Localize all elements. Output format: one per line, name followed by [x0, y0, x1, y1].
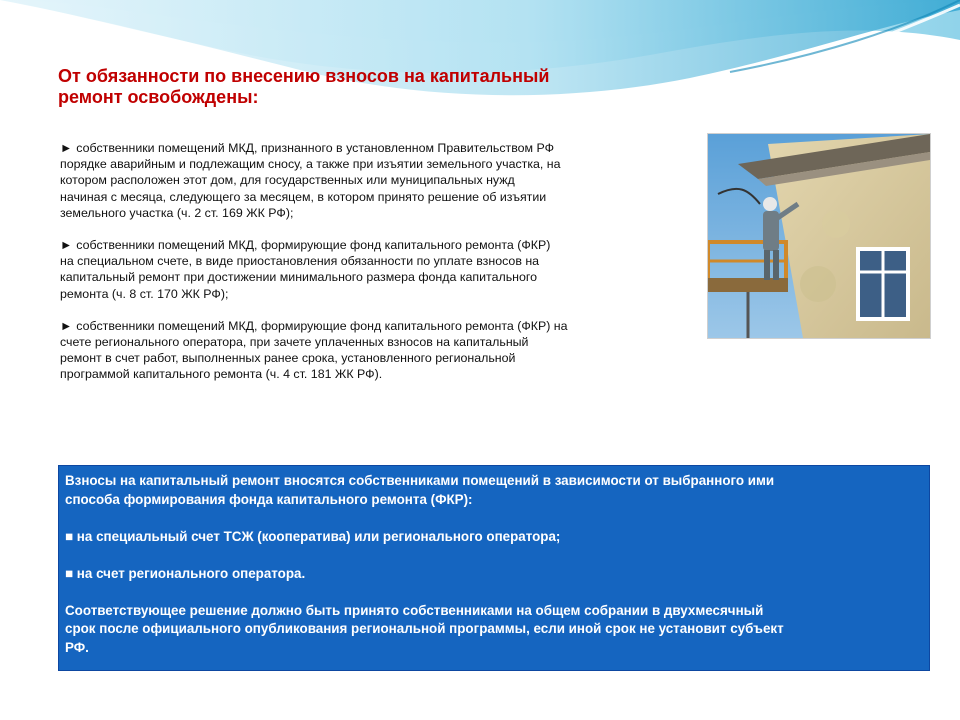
exemption-item — [60, 140, 680, 221]
info-option-regional-operator: ■ на счет регионального оператора. — [65, 565, 306, 581]
exemption-text: собственники помещений МКД, формирующие фонд капитального ремонта (ФКР) на специальном счете, в виде приостановления обязанности по уплате взносов на капитальный ремонт при достижении минимального размера фонда капитального ремонта (ч. 8 ст. 170 ЖК РФ); — [60, 238, 551, 301]
bullet-arrow-icon: ► — [60, 238, 73, 253]
exemption-text: собственники помещений МКД, формирующие фонд капитального ремонта (ФКР) на счете регионального оператора, при зачете уплаченных взносов на капитальный ремонт в счет работ, выполненных ранее срока, установленного региональной программой капитального ремонта (ч. 4 ст. 181 ЖК РФ). — [60, 318, 568, 382]
building-repair-photo — [707, 133, 931, 339]
bullet-arrow-icon: ► — [60, 141, 73, 155]
exemption-item — [60, 237, 680, 302]
info-option-special-account: ■ на специальный счет ТСЖ (кооператива) или регионального оператора; — [65, 528, 561, 544]
page-title: От обязанности по внесению взносов на капитальный ремонт освобождены: — [58, 66, 550, 107]
contributions-info-box — [58, 465, 930, 671]
bullet-arrow-icon: ► — [60, 318, 73, 333]
exemption-item — [60, 318, 680, 383]
info-intro: Взносы на капитальный ремонт вносятся собственниками помещений в зависимости от выбранного ими способа формирования фонда капитального ремонта (ФКР): — [65, 473, 775, 507]
info-conclusion: Соответствующее решение должно быть принято собственниками на общем собрании в двухмесячный срок после официального опубликования региональной программы, если иной срок не установит субъект РФ. — [65, 602, 784, 655]
exemptions-list — [60, 140, 680, 399]
exemption-text: собственники помещений МКД, признанного в установленном Правительством РФ порядке аварийным и подлежащим сносу, а также при изъятии земельного участка, на котором расположен этот дом, для государственных или муниципальных нужд начиная с месяца, следующего за месяцем, в котором принято решение об изъятии земельного участка (ч. 2 ст. 169 ЖК РФ); — [60, 141, 561, 220]
